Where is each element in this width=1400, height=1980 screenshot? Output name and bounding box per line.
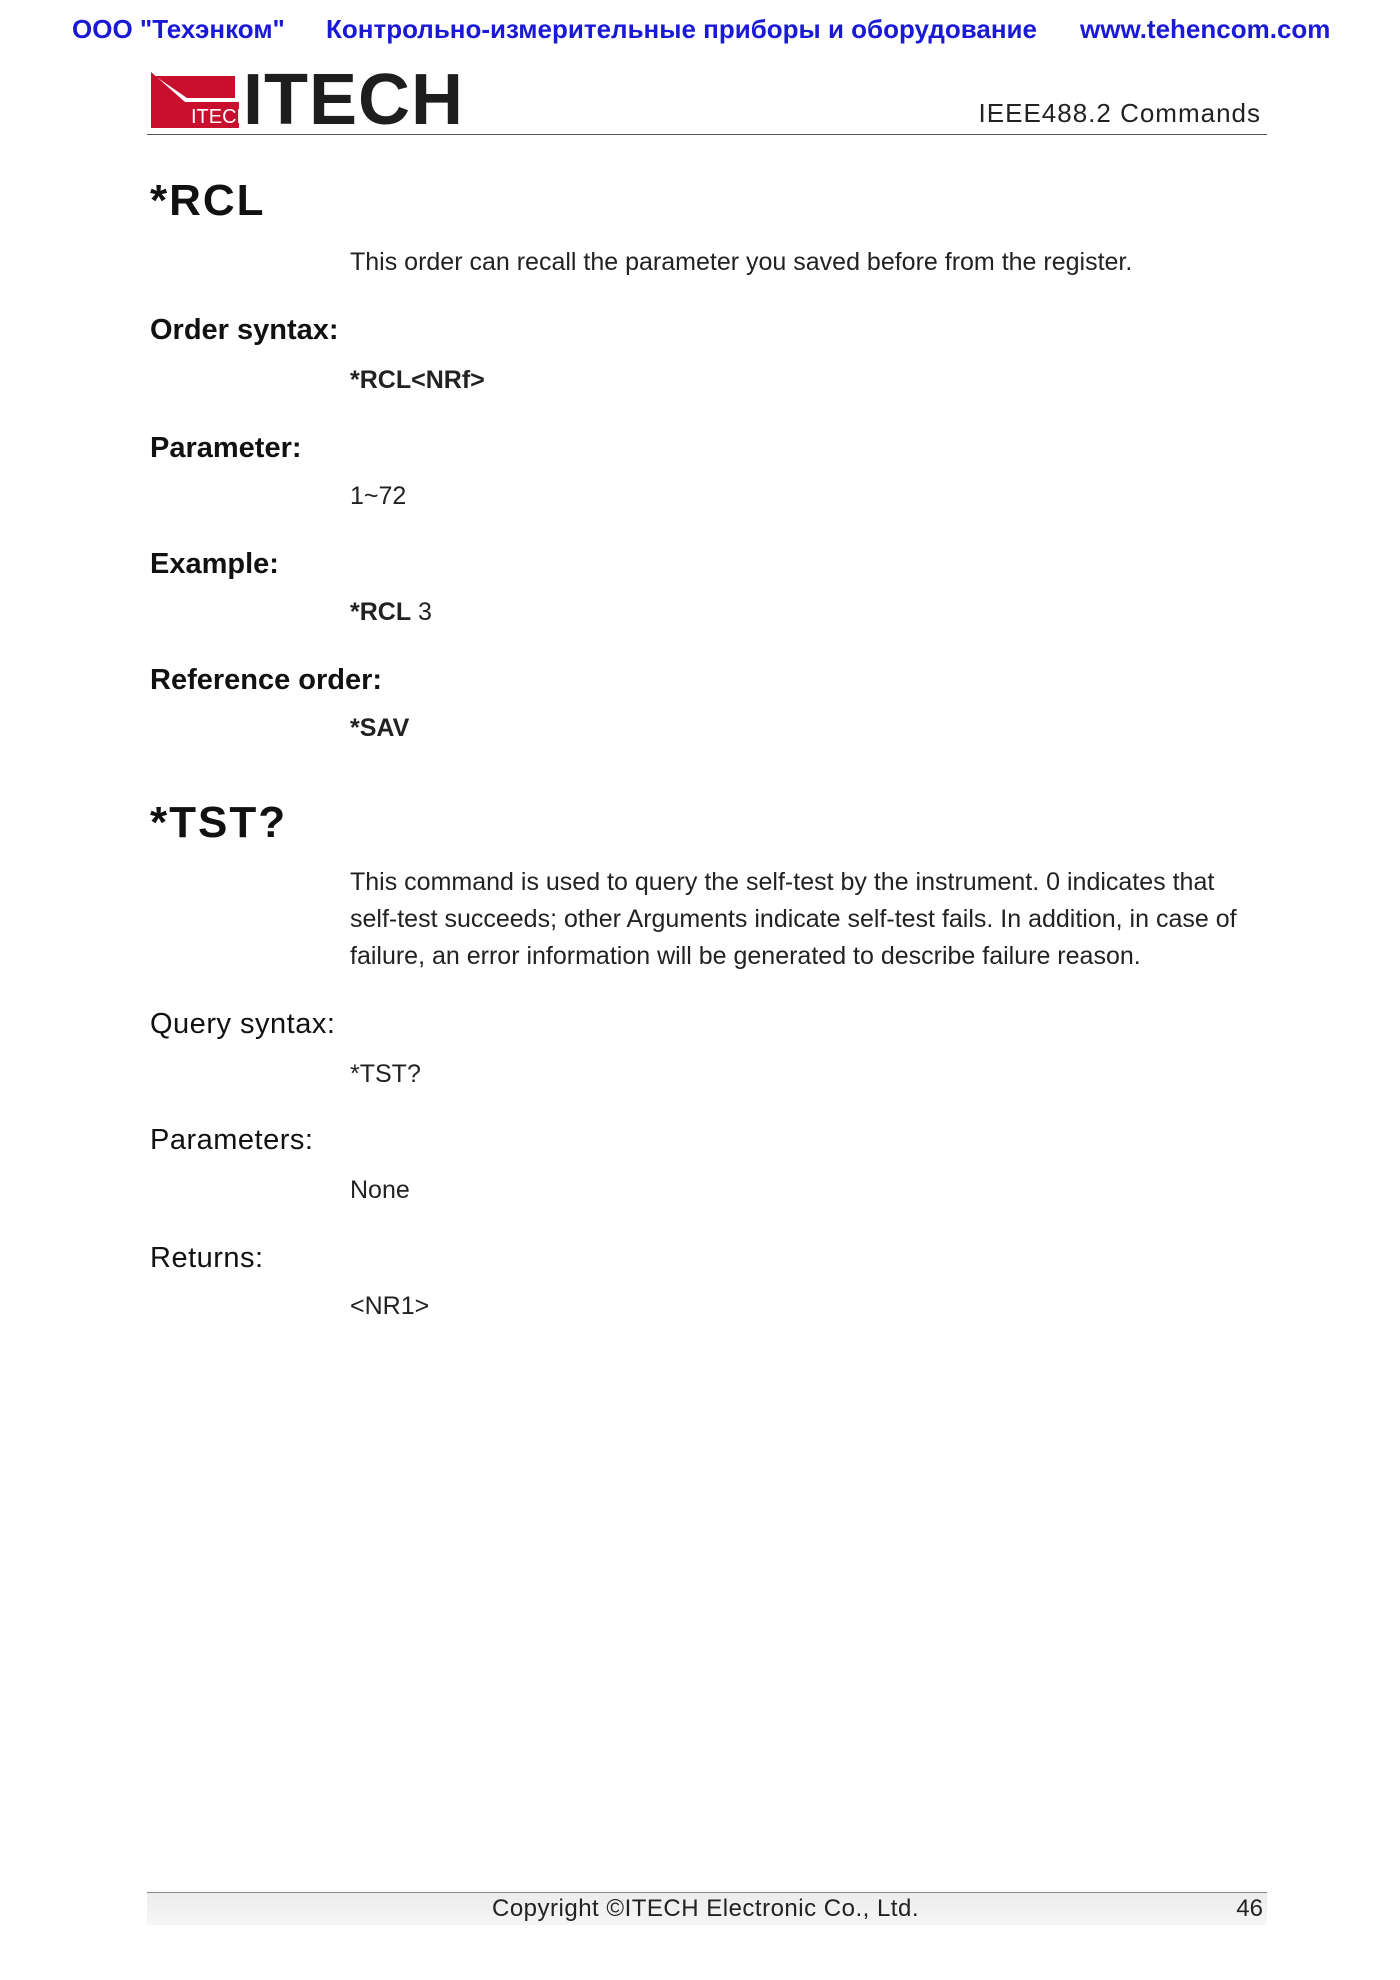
page-header [147, 60, 1267, 140]
tst-description: This command is used to query the self-test by the instrument. 0 indicates that self-test succeeds; other Arguments indicate self-test fails. In addition, in case of failure, an error information will be generated to describe failure reason. [350, 868, 1237, 970]
tst-returns-label: Returns: [150, 1242, 264, 1274]
rcl-parameter: 1~72 [350, 482, 407, 510]
tst-query-label: Query syntax: [150, 1008, 336, 1040]
section-title: IEEE488.2 Commands [978, 98, 1261, 128]
company-url[interactable]: www.tehencom.com [1080, 14, 1331, 44]
logo-mark-text: ITECH [191, 106, 251, 128]
tst-returns: <NR1> [350, 1292, 430, 1320]
rcl-syntax: *RCL<NRf> [350, 366, 485, 394]
page-number: 46 [1236, 1895, 1263, 1922]
tst-query: *TST? [350, 1060, 421, 1088]
tst-title: *TST? [150, 798, 288, 847]
rcl-syntax-label: Order syntax: [150, 314, 339, 346]
rcl-title: *RCL [150, 176, 266, 225]
itech-logo-mark-icon [151, 72, 251, 128]
rcl-example-argument: 3 [411, 598, 432, 626]
itech-logo [151, 60, 471, 140]
footer-copyright: Copyright ©ITECH Electronic Co., Ltd. [492, 1895, 919, 1922]
rcl-reference: *SAV [350, 714, 410, 742]
rcl-description: This order can recall the parameter you saved before from the register. [350, 248, 1133, 276]
rcl-parameter-label: Parameter: [150, 432, 302, 464]
logo-wordmark: ITECH [243, 60, 464, 140]
company-name: ООО "Техэнком" [72, 14, 285, 44]
rcl-example-command: *RCL [350, 598, 412, 626]
company-tagline: Контрольно-измерительные приборы и оборудование [326, 14, 1037, 44]
tst-parameters-label: Parameters: [150, 1124, 314, 1156]
top-banner [0, 14, 1400, 48]
rcl-example [350, 594, 1255, 631]
rcl-reference-label: Reference order: [150, 664, 383, 696]
page-footer [147, 1892, 1267, 1925]
tst-parameters: None [350, 1176, 410, 1204]
rcl-example-label: Example: [150, 548, 279, 580]
